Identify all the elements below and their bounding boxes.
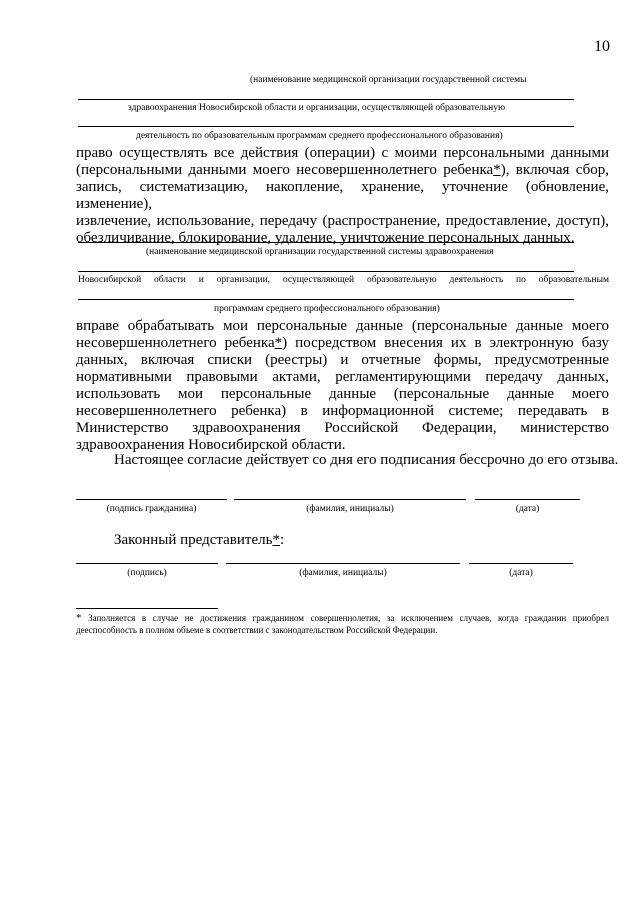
p2-line-6: несовершеннолетнего ребенка) в информационной системе; передавать в (76, 403, 609, 419)
p1-line-2 (76, 162, 609, 179)
signature-line-citizen (76, 499, 227, 500)
p2-line-2-b: ) посредством внесения их в электронную базу (282, 335, 609, 351)
label-citizen-signature: (подпись гражданина) (106, 504, 197, 514)
p2-line-3: данных, включая списки (реестры) и отчетные формы, предусмотренные (76, 352, 609, 368)
p1-line-3: запись, систематизацию, накопление, хранение, уточнение (обновление, изменение), (76, 179, 609, 212)
p2-line-2 (76, 335, 609, 352)
header-caption-2: здравоохранения Новосибирской области и организации, осуществляющей образовательную (128, 103, 506, 113)
label-representative-signature: (подпись) (127, 568, 167, 578)
middle-rule-2 (78, 271, 574, 272)
header-rule-2 (78, 126, 574, 127)
p2-line-8: здравоохранения Новосибирской области. (76, 437, 346, 453)
label-representative-name: (фамилия, инициалы) (299, 568, 387, 578)
middle-caption-2: Новосибирской области и организации, осуществляющей образовательную деятельность по образовательным (78, 275, 609, 285)
header-caption-3: деятельность по образовательным программам среднего профессионального образования) (136, 131, 503, 141)
footnote-mark: * (76, 612, 82, 624)
p2-line-1: вправе обрабатывать мои персональные данные (персональные данные моего (76, 318, 609, 334)
p2-line-5: использовать мои персональные данные (персональные данные моего (76, 386, 609, 402)
middle-rule-1 (78, 242, 574, 243)
label-citizen-name: (фамилия, инициалы) (306, 504, 394, 514)
p1-line-1: право осуществлять все действия (операции) с моими персональными данными (76, 145, 609, 161)
date-line-representative (469, 563, 573, 564)
signature-line-representative (76, 563, 218, 564)
footnote-ref-3[interactable]: * (272, 532, 280, 548)
p1-line-5: обезличивание, блокирование, удаление, уничтожение персональных данных. (76, 230, 575, 246)
p2-line-2-a: несовершеннолетнего ребенка (76, 335, 275, 351)
footnote (76, 613, 609, 636)
page-number: 10 (594, 38, 610, 55)
date-line-citizen (475, 499, 580, 500)
middle-caption-3: программам среднего профессионального образования) (214, 304, 440, 314)
legal-representative-heading (114, 532, 284, 549)
footnote-ref-2[interactable]: * (274, 335, 283, 351)
middle-caption-1: (наименование медицинской организации государственной системы здравоохранения (146, 247, 494, 257)
validity-statement: Настоящее согласие действует со дня его подписания бессрочно до его отзыва. (114, 452, 619, 468)
p1-line-2-b: ), включая сбор, (500, 162, 609, 178)
consent-paragraph-1 (76, 145, 609, 247)
legal-rep-text: Законный представитель (114, 532, 273, 548)
legal-rep-colon: : (279, 532, 285, 548)
name-line-representative (226, 563, 460, 564)
p1-line-4: извлечение, использование, передачу (распространение, предоставление, доступ), (76, 213, 609, 229)
footnote-ref-1[interactable]: * (493, 162, 501, 178)
name-line-citizen (234, 499, 466, 500)
consent-paragraph-2 (76, 318, 609, 454)
footnote-separator (76, 608, 218, 609)
label-representative-date: (дата) (509, 568, 533, 578)
p1-line-2-a: (персональными данными моего несовершеннолетнего ребенка (76, 162, 494, 178)
header-rule-1 (78, 99, 574, 100)
header-caption-1: (наименование медицинской организации государственной системы (250, 75, 527, 85)
p2-line-4: нормативными правовыми актами, регламентирующими передачу данных, (76, 369, 609, 385)
p2-line-7: Министерство здравоохранения Российской Федерации, министерство (76, 420, 609, 436)
label-citizen-date: (дата) (515, 504, 540, 514)
middle-rule-3 (78, 299, 574, 300)
footnote-text: Заполняется в случае не достижения гражданином совершеннолетия, за исключением случаев, когда гражданин приобрел дееспособность в полном объеме в соответствии с законодательством Российской Федерации. (76, 613, 609, 635)
